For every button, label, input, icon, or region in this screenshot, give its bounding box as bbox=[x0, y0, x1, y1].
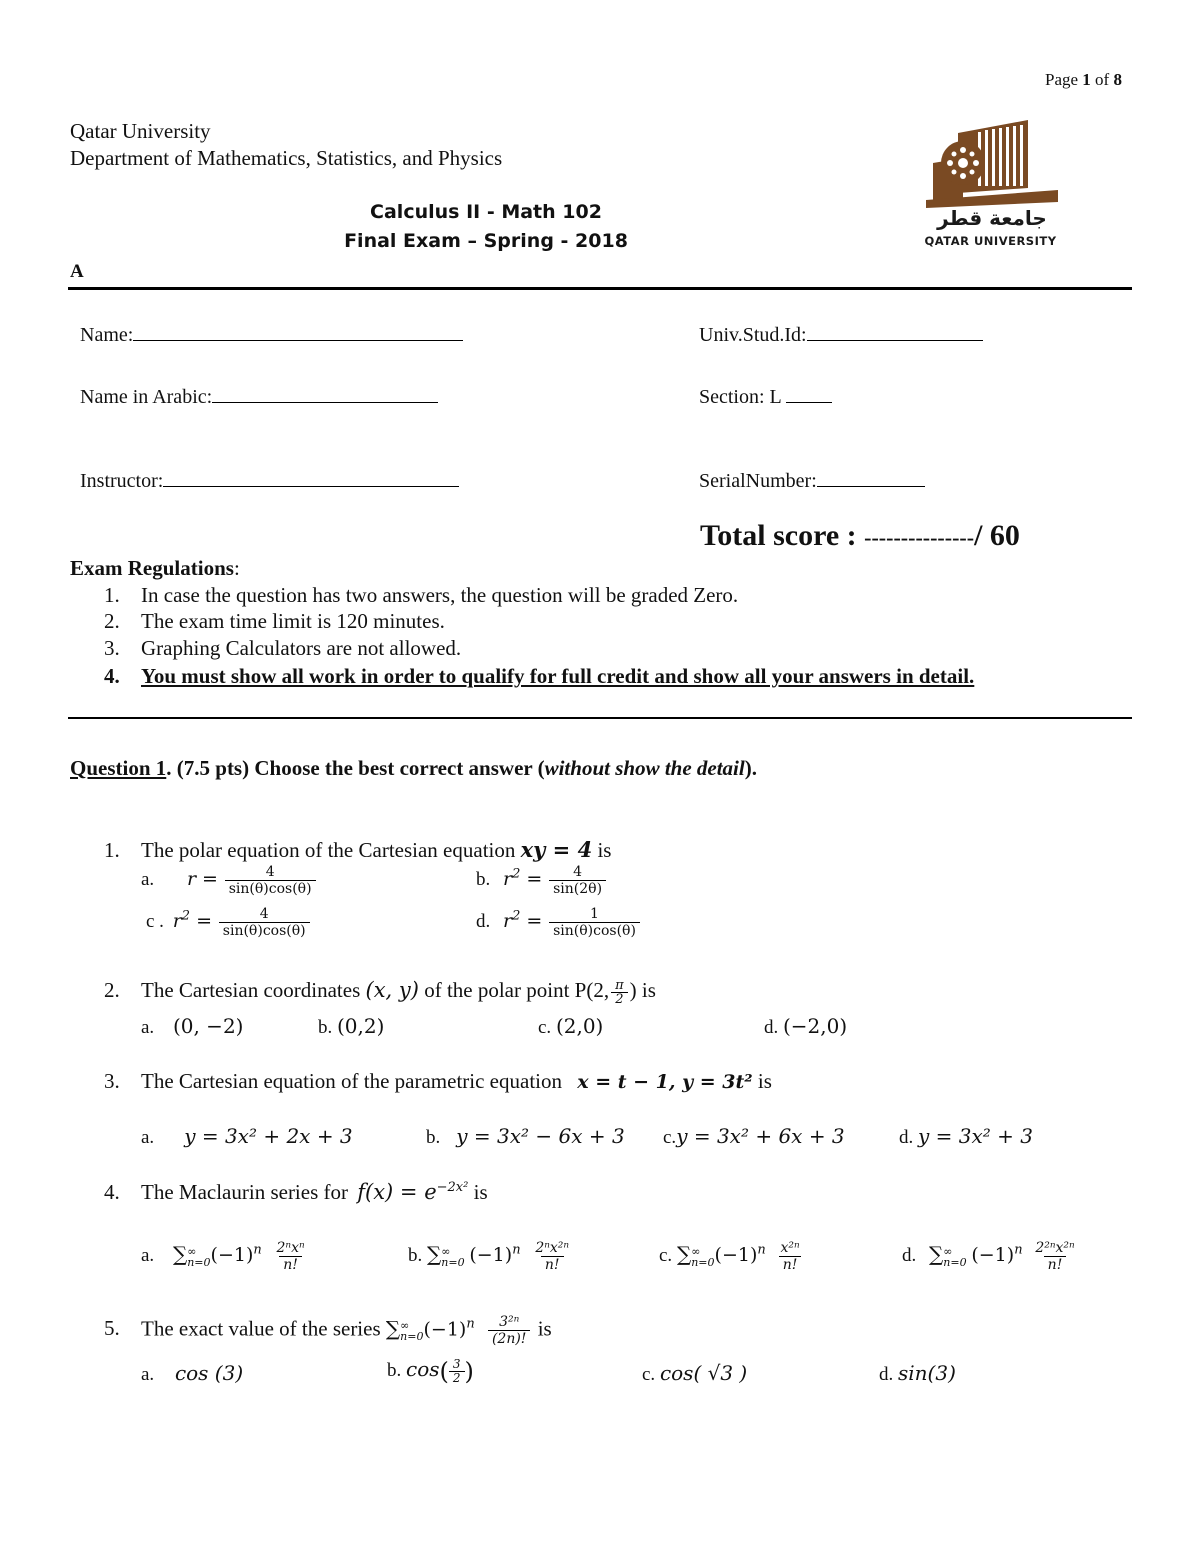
power-n: n bbox=[466, 1316, 475, 1332]
item-tail: is bbox=[468, 1180, 488, 1204]
item-1-option-b[interactable]: b. $r^2$ = $\frac{4}{\sin(2\theta)}$ bbox=[476, 864, 608, 897]
neg-one: (−1) bbox=[210, 1243, 254, 1266]
fraction-den: n! bbox=[541, 1256, 564, 1273]
option-letter: b. bbox=[476, 868, 491, 890]
sum-symbol: ∑ bbox=[427, 1241, 442, 1266]
option-value: cos (3) bbox=[174, 1361, 244, 1385]
option-fraction bbox=[531, 1240, 573, 1273]
power-n: n bbox=[757, 1242, 766, 1258]
option-value: y = 3x² + 3 bbox=[918, 1124, 1033, 1148]
fraction-num: 3 bbox=[452, 1357, 461, 1372]
item-4-option-c[interactable] bbox=[659, 1240, 806, 1273]
serial-field[interactable] bbox=[699, 466, 925, 493]
option-fraction bbox=[449, 1358, 465, 1385]
regulations-colon: : bbox=[233, 556, 240, 580]
item-number: 2. bbox=[104, 978, 120, 1002]
item-text: The Maclaurin series for bbox=[141, 1180, 354, 1204]
fraction-num: 1 bbox=[590, 906, 599, 922]
page-prefix: Page bbox=[1045, 70, 1083, 89]
sum-symbol: ∑ bbox=[676, 1241, 692, 1266]
option-letter: c. bbox=[538, 1017, 552, 1038]
option-letter: d. bbox=[476, 910, 491, 932]
item-5-option-b[interactable]: b. cos( $\frac{3}{2}$ ) bbox=[387, 1357, 474, 1386]
name-arabic-field[interactable] bbox=[80, 382, 438, 409]
sum-limits bbox=[400, 1320, 423, 1342]
item-3-option-a[interactable] bbox=[141, 1124, 353, 1149]
item-2-option-c[interactable] bbox=[538, 1014, 603, 1039]
item-tail: is bbox=[592, 838, 612, 862]
item-number: 3. bbox=[104, 1069, 120, 1093]
fraction-num: 2²ⁿx²ⁿ bbox=[1035, 1240, 1075, 1256]
univ-id-label: Univ.Stud.Id: bbox=[699, 324, 807, 346]
item-5-option-a[interactable] bbox=[141, 1361, 243, 1386]
sum-limits bbox=[187, 1246, 210, 1268]
item-text: The polar equation of the Cartesian equation bbox=[141, 838, 521, 862]
option-value: y = 3x² + 2x + 3 bbox=[184, 1124, 353, 1148]
fraction-num: 2ⁿx²ⁿ bbox=[535, 1240, 570, 1256]
question-1-heading bbox=[70, 756, 757, 781]
power-n: n bbox=[253, 1242, 262, 1258]
sum-upper: ∞ bbox=[400, 1318, 410, 1332]
item-2-option-d[interactable] bbox=[764, 1014, 847, 1039]
item-1-option-d[interactable]: d. $r^2$ = $\frac{1}{\sin(\theta)\cos(\theta)}$ bbox=[476, 906, 642, 939]
fraction-den: n! bbox=[279, 1256, 302, 1273]
fraction-num: 4 bbox=[573, 864, 583, 880]
item-4-option-d[interactable] bbox=[902, 1240, 1081, 1273]
sum-lower: n=0 bbox=[943, 1255, 967, 1269]
fraction-num: 4 bbox=[259, 906, 269, 922]
regulation-number: 3. bbox=[104, 636, 120, 660]
option-fraction bbox=[273, 1240, 309, 1273]
option-letter: c. bbox=[659, 1244, 673, 1266]
qatar-university-logo bbox=[918, 118, 1063, 253]
option-fraction bbox=[777, 1240, 804, 1273]
section-divider bbox=[68, 717, 1132, 719]
neg-one: (−1) bbox=[971, 1243, 1015, 1266]
logo-arabic-text: جامعة قطر bbox=[937, 206, 1047, 230]
item-text: The Cartesian coordinates bbox=[141, 978, 366, 1002]
question-close: ). bbox=[744, 756, 757, 780]
section-label: Section: L bbox=[699, 386, 787, 408]
option-value: (0,2) bbox=[337, 1014, 385, 1038]
question-italic-note: without show the detail bbox=[544, 756, 745, 780]
total-score-blank[interactable]: --------------- bbox=[864, 525, 975, 550]
item-text: The Cartesian equation of the parametric equation bbox=[141, 1069, 568, 1093]
sum-limits bbox=[441, 1246, 464, 1268]
fraction-den: n! bbox=[1044, 1256, 1067, 1273]
item-tail: is bbox=[532, 1316, 552, 1341]
regulation-text: You must show all work in order to qualify for full credit and show all your answers in detail. bbox=[141, 664, 975, 688]
sum-limits bbox=[691, 1246, 714, 1268]
option-value: (−2,0) bbox=[783, 1014, 848, 1038]
item-5-stem bbox=[104, 1314, 552, 1347]
sum-symbol: ∑ bbox=[929, 1241, 944, 1266]
item-3-option-b[interactable] bbox=[426, 1124, 625, 1149]
fraction-num: π bbox=[615, 977, 624, 993]
item-number: 4. bbox=[104, 1180, 120, 1204]
regulation-text: In case the question has two answers, the question will be graded Zero. bbox=[141, 583, 739, 607]
power-n: n bbox=[1014, 1242, 1023, 1258]
item-math: (x, y) bbox=[365, 978, 419, 1002]
header-divider bbox=[68, 287, 1132, 290]
regulation-item bbox=[104, 609, 445, 634]
fraction-num: 3²ⁿ bbox=[499, 1314, 520, 1330]
item-equation: f(x) = e bbox=[357, 1180, 437, 1204]
fraction-num: x²ⁿ bbox=[780, 1240, 800, 1256]
item-3-option-d[interactable] bbox=[899, 1124, 1033, 1149]
univ-id-blank[interactable] bbox=[807, 320, 983, 341]
regulation-text: The exam time limit is 120 minutes. bbox=[141, 609, 445, 633]
item-2-option-b[interactable] bbox=[318, 1014, 384, 1039]
fraction-den: sin(2θ) bbox=[549, 880, 606, 897]
option-fraction bbox=[549, 864, 606, 897]
option-value: cos( √3 ) bbox=[659, 1361, 748, 1385]
sum-upper: ∞ bbox=[943, 1244, 953, 1258]
section-field[interactable] bbox=[699, 382, 832, 409]
regulations-title bbox=[70, 556, 240, 581]
fraction-den: sin(θ)cos(θ) bbox=[225, 880, 316, 897]
exam-version: A bbox=[70, 261, 84, 282]
univ-id-field[interactable] bbox=[699, 320, 983, 347]
fraction-den: n! bbox=[779, 1256, 802, 1273]
item-4-stem bbox=[104, 1180, 488, 1205]
option-letter: d. bbox=[899, 1127, 914, 1148]
regulation-number: 2. bbox=[104, 609, 120, 633]
option-letter: c. bbox=[642, 1364, 656, 1385]
name-field[interactable] bbox=[80, 320, 463, 347]
item-5-option-d[interactable] bbox=[879, 1361, 956, 1386]
item-number: 1. bbox=[104, 838, 120, 862]
pi-over-2 bbox=[611, 979, 628, 1006]
item-3-option-c[interactable] bbox=[663, 1124, 845, 1149]
option-value: cos bbox=[406, 1357, 440, 1381]
neg-one: (−1) bbox=[714, 1243, 758, 1266]
page-of: of bbox=[1090, 70, 1114, 89]
fraction-den: 2 bbox=[611, 992, 627, 1006]
option-fraction bbox=[219, 906, 310, 939]
sum-symbol: ∑ bbox=[172, 1241, 188, 1266]
option-letter: d. bbox=[764, 1017, 779, 1038]
name-arabic-blank[interactable] bbox=[212, 382, 438, 403]
serial-blank[interactable] bbox=[817, 466, 925, 487]
item-4-option-b[interactable] bbox=[408, 1240, 575, 1273]
option-letter: a. bbox=[141, 1017, 155, 1038]
total-score bbox=[700, 519, 1020, 553]
sum-limits bbox=[943, 1246, 966, 1268]
option-value: (0, −2) bbox=[172, 1014, 244, 1038]
item-text: The exact value of the series bbox=[141, 1316, 386, 1341]
question-label: Question 1 bbox=[70, 756, 167, 780]
sum-upper: ∞ bbox=[691, 1244, 701, 1258]
qu-emblem-icon bbox=[918, 118, 1063, 253]
option-letter: c . bbox=[146, 910, 164, 932]
option-value: y = 3x² − 6x + 3 bbox=[456, 1124, 625, 1148]
sum-upper: ∞ bbox=[441, 1244, 451, 1258]
university-name: Qatar University bbox=[70, 119, 211, 143]
item-number: 5. bbox=[104, 1316, 120, 1341]
regulation-item bbox=[104, 583, 738, 608]
item-tail: is bbox=[752, 1069, 772, 1093]
item-1-option-a[interactable]: a. r = $\frac{4}{\sin(\theta)\cos(\theta)}$ bbox=[141, 864, 318, 897]
sum-lower: n=0 bbox=[691, 1255, 715, 1269]
option-letter: a. bbox=[141, 1364, 155, 1385]
regulation-item bbox=[104, 664, 974, 689]
regulation-number: 4. bbox=[104, 664, 120, 688]
option-letter: d. bbox=[879, 1364, 894, 1385]
item-4-option-a[interactable] bbox=[141, 1240, 311, 1273]
regulations-heading: Exam Regulations bbox=[70, 556, 234, 580]
exam-title: Final Exam – Spring - 2018 bbox=[344, 230, 628, 252]
option-value: y = 3x² + 6x + 3 bbox=[676, 1124, 845, 1148]
sum-upper: ∞ bbox=[187, 1244, 197, 1258]
fraction-num: 2ⁿxⁿ bbox=[276, 1240, 305, 1256]
total-score-label: Total score : bbox=[700, 519, 865, 552]
department-name: Department of Mathematics, Statistics, and Physics bbox=[70, 146, 503, 170]
option-value: (2,0) bbox=[555, 1014, 604, 1038]
sum-lower: n=0 bbox=[187, 1255, 211, 1269]
instructor-blank[interactable] bbox=[163, 466, 459, 487]
option-letter: b. bbox=[387, 1360, 402, 1381]
regulation-text: Graphing Calculators are not allowed. bbox=[141, 636, 462, 660]
name-arabic-label: Name in Arabic: bbox=[80, 386, 213, 408]
instructor-field[interactable] bbox=[80, 466, 459, 493]
sum-lower: n=0 bbox=[400, 1329, 424, 1343]
item-tail: ) is bbox=[629, 978, 656, 1002]
option-letter: b. bbox=[408, 1244, 423, 1266]
item-1-option-c[interactable]: c . $r^2$ = $\frac{4}{\sin(\theta)\cos(\theta)}$ bbox=[146, 906, 312, 939]
regulation-item bbox=[104, 636, 461, 661]
question-instruction: . (7.5 pts) Choose the best correct answer ( bbox=[166, 756, 545, 780]
item-equation: x = t − 1, y = 3t² bbox=[577, 1071, 753, 1093]
fraction-num: 4 bbox=[265, 864, 275, 880]
item-3-stem bbox=[104, 1069, 772, 1094]
option-fraction bbox=[549, 906, 640, 939]
logo-english-text: QATAR UNIVERSITY bbox=[924, 234, 1057, 248]
neg-one: (−1) bbox=[469, 1243, 513, 1266]
instructor-label: Instructor: bbox=[80, 470, 164, 492]
option-letter: c. bbox=[663, 1127, 677, 1148]
total-score-max: / 60 bbox=[974, 519, 1020, 552]
option-letter: b. bbox=[318, 1017, 333, 1038]
fraction-den: (2n)! bbox=[488, 1330, 530, 1347]
name-blank[interactable] bbox=[133, 320, 463, 341]
item-exponent: −2x² bbox=[436, 1180, 469, 1195]
item-2-stem bbox=[104, 978, 656, 1006]
neg-one: (−1) bbox=[423, 1318, 467, 1341]
page-current: 1 bbox=[1082, 70, 1091, 89]
fraction-den: sin(θ)cos(θ) bbox=[219, 922, 310, 939]
option-fraction bbox=[1031, 1240, 1078, 1273]
item-1-stem bbox=[104, 837, 611, 863]
page-number bbox=[1045, 70, 1122, 90]
course-title: Calculus II - Math 102 bbox=[370, 201, 602, 223]
option-letter: a. bbox=[141, 868, 155, 890]
option-letter: b. bbox=[426, 1127, 441, 1148]
option-letter: a. bbox=[141, 1127, 155, 1148]
series-fraction bbox=[488, 1314, 530, 1347]
item-text-mid: of the polar point P(2, bbox=[418, 978, 610, 1002]
page-total: 8 bbox=[1113, 70, 1122, 89]
regulation-number: 1. bbox=[104, 583, 120, 607]
fraction-den: 2 bbox=[449, 1371, 465, 1385]
option-fraction bbox=[225, 864, 316, 897]
name-label: Name: bbox=[80, 324, 134, 346]
option-letter: d. bbox=[902, 1244, 917, 1266]
sum-symbol: ∑ bbox=[385, 1316, 401, 1341]
sum-lower: n=0 bbox=[441, 1255, 465, 1269]
fraction-den: sin(θ)cos(θ) bbox=[549, 922, 640, 939]
power-n: n bbox=[512, 1242, 521, 1258]
item-equation: xy = 4 bbox=[520, 837, 593, 862]
item-5-option-c[interactable] bbox=[642, 1361, 747, 1386]
section-blank[interactable] bbox=[786, 382, 832, 403]
option-letter: a. bbox=[141, 1244, 155, 1266]
option-value: sin(3) bbox=[898, 1361, 956, 1385]
item-2-option-a[interactable] bbox=[141, 1014, 243, 1039]
serial-label: SerialNumber: bbox=[699, 470, 817, 492]
